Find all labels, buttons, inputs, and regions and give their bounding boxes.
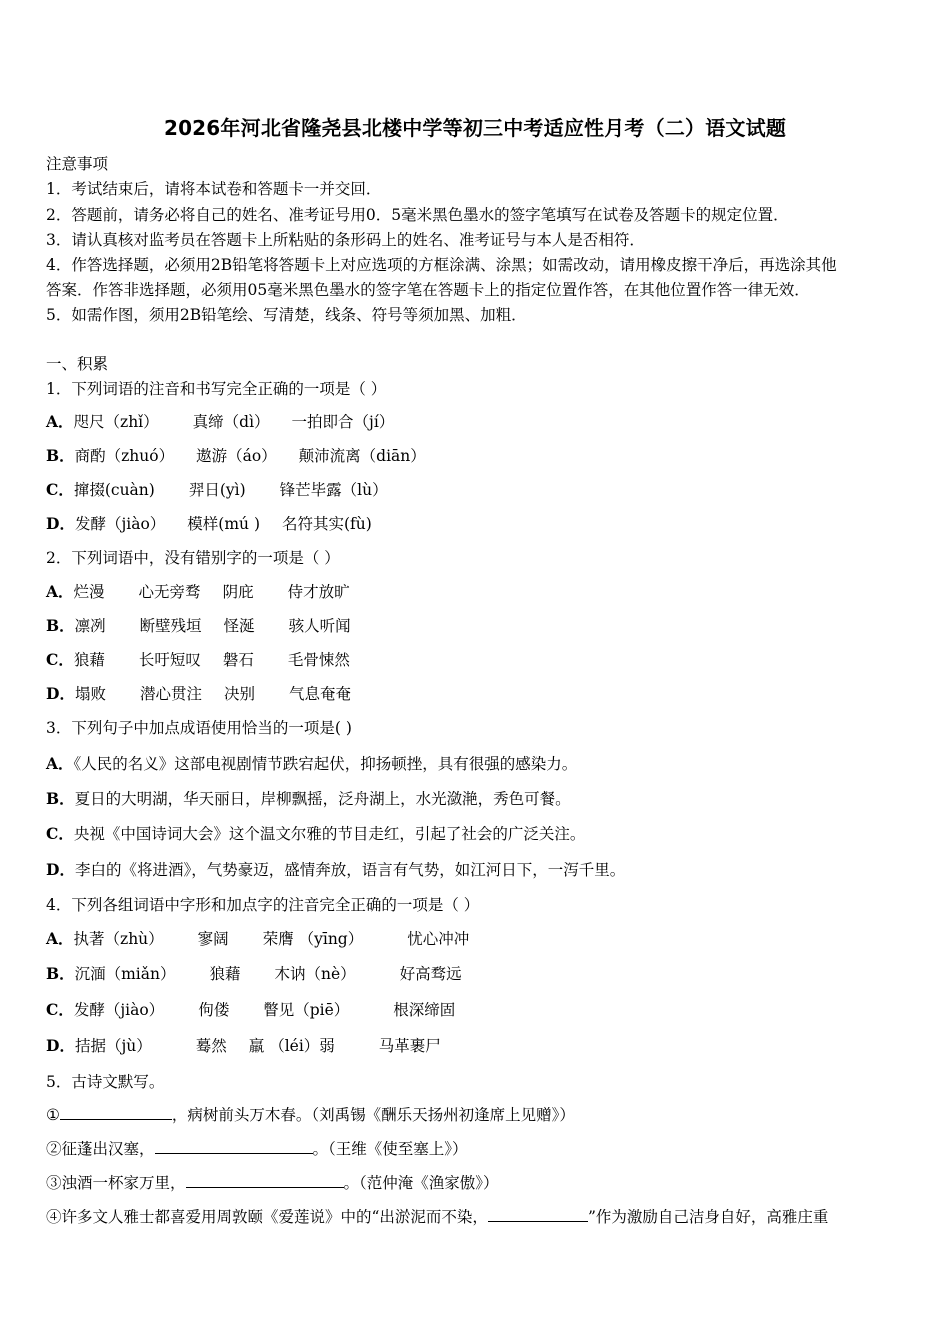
answer-blank[interactable] [60,1105,172,1120]
option-letter: B． [46,616,75,635]
option-term: 怪涎 [223,617,255,635]
section-heading: 一、积累 [46,355,109,373]
option-term: 佝偻 [198,1001,230,1019]
question-2-option-d [46,682,351,704]
option-term: 根深缔固 [393,1001,456,1019]
option-term: 蓦然 [195,1037,227,1055]
question-3-option-a [46,752,577,774]
question-4-stem: 4．下列各组词语中字形和加点字的注音完全正确的一项是（ ） [46,896,480,914]
option-term: 撺掇(cuàn) [73,481,155,499]
option-letter: B． [46,446,75,465]
option-letter: A． [46,412,74,431]
option-term: 长吁短叹 [138,651,201,669]
question-3-option-c [46,822,585,844]
question-3-stem: 3．下列句子中加点成语使用恰当的一项是( ) [46,719,352,737]
dictation-prefix: ① [46,1106,60,1124]
option-term: 马革裹尸 [378,1037,441,1055]
option-letter: A． [46,929,74,948]
option-term: 羸 （léi）弱 [248,1037,335,1055]
option-term: 发酵（jiào） [74,515,166,533]
question-1-option-d [46,512,372,534]
option-letter: D． [46,1036,75,1055]
option-term: 好高骛远 [399,965,462,983]
option-term: 咫尺（zhǐ） [73,413,159,431]
dictation-suffix: ”作为激励自己洁身自好，高雅庄重 [587,1208,829,1226]
dictation-line-1 [46,1103,575,1125]
dictation-line-4 [46,1205,828,1227]
option-term: 塌败 [74,685,106,703]
dictation-prefix: ③浊酒一杯家万里， [46,1174,186,1192]
option-term: 磐石 [222,651,254,669]
dictation-prefix: ④许多文人雅士都喜爱用周敦颐《爱莲说》中的“出淤泥而不染， [46,1208,488,1226]
option-text: 夏日的大明湖，华天丽日，岸柳飘摇，泛舟湖上，水光潋滟，秀色可餐。 [74,790,571,808]
option-term: 模样(mú ) [187,515,260,533]
option-term: 气息奄奄 [289,685,352,703]
option-term: 执著（zhù） [73,930,164,948]
page-title: 2026年河北省隆尧县北楼中学等初三中考适应性月考（二）语文试题 [163,116,787,140]
option-term: 心无旁骛 [138,583,201,601]
option-term: 商酌（zhuó） [74,447,175,465]
dictation-line-2 [46,1137,468,1159]
option-term: 断壁残垣 [139,617,202,635]
dictation-line-3 [46,1171,499,1193]
option-term: 名符其实(fù) [282,515,372,533]
option-term: 羿日(yì) [188,481,246,499]
option-term: 狼藉 [209,965,241,983]
option-text: 李白的《将进酒》，气势豪迈，盛情奔放，语言有气势，如江河日下，一泻千里。 [74,861,626,879]
question-1-option-a [46,410,394,432]
option-term: 锋芒毕露（lù） [279,481,388,499]
option-letter: B． [46,789,75,808]
dictation-suffix: 。（王维《使至塞上》） [312,1140,468,1158]
option-text: 《人民的名义》这部电视剧情节跌宕起伏，抑扬顿挫，具有很强的感染力。 [73,755,578,773]
question-2-option-a [46,580,350,602]
question-1-option-b [46,444,426,466]
option-term: 瞥见（piē） [263,1001,350,1019]
question-3-option-d [46,858,625,880]
option-term: 沉湎（miǎn） [74,965,176,983]
notice-item: 2．答题前，请务必将自己的姓名、准考证号用0．5毫米黑色墨水的签字笔填写在试卷及答题卡的规定位置． [46,206,789,224]
dictation-suffix: 。（范仲淹《渔家傲》） [343,1174,499,1192]
answer-blank[interactable] [186,1173,344,1188]
option-term: 发酵（jiào） [73,1001,165,1019]
option-term: 潜心贯注 [139,685,202,703]
option-term: 木讷（nè） [274,965,356,983]
question-2-option-c [46,648,350,670]
option-letter: A． [46,582,74,601]
question-4-option-a [46,927,469,949]
option-term: 毛骨悚然 [287,651,350,669]
notice-item: 3．请认真核对监考员在答题卡上所粘贴的条形码上的姓名、准考证号与本人是否相符． [46,231,645,249]
dictation-suffix: ，病树前头万木春。（刘禹锡《酬乐天扬州初逢席上见赠》） [171,1106,575,1124]
option-term: 荣膺 （yīng） [262,930,364,948]
option-letter: B． [46,964,75,983]
option-term: 拮据（jù） [74,1037,152,1055]
option-term: 狼藉 [73,651,105,669]
option-term: 一拍即合（jí） [291,413,395,431]
notice-item: 答案．作答非选择题，必须用05毫米黑色墨水的签字笔在答题卡上的指定位置作答，在其他位置作答一律无效． [46,281,810,299]
option-letter: D． [46,684,75,703]
question-4-option-d [46,1034,441,1056]
option-term: 真缔（dì） [192,413,270,431]
option-term: 骇人听闻 [288,617,351,635]
question-5-stem: 5．古诗文默写。 [46,1073,165,1091]
question-1-stem: 1．下列词语的注音和书写完全正确的一项是（ ） [46,380,387,398]
option-term: 凛冽 [74,617,106,635]
notice-item: 1．考试结束后，请将本试卷和答题卡一并交回． [46,180,382,198]
option-letter: D． [46,514,75,533]
option-term: 忧心冲冲 [407,930,470,948]
option-term: 决别 [223,685,255,703]
answer-blank[interactable] [155,1139,313,1154]
option-letter: C． [46,824,74,843]
question-3-option-b [46,787,571,809]
option-letter: C． [46,480,74,499]
option-term: 阴庇 [222,583,254,601]
option-term: 侍才放旷 [287,583,350,601]
question-4-option-c [46,998,455,1020]
option-text: 央视《中国诗词大会》这个温文尔雅的节目走红，引起了社会的广泛关注。 [73,825,586,843]
question-1-option-c [46,478,388,500]
option-term: 遨游（áo） [196,447,277,465]
notice-item: 4．作答选择题，必须用2B铅笔将答题卡上对应选项的方框涂满、涂黑；如需改动，请用橡皮擦干净后，再选涂其他 [46,256,837,274]
question-2-option-b [46,614,351,636]
option-term: 颠沛流离（diān） [298,447,426,465]
notice-heading: 注意事项 [46,155,109,173]
option-letter: C． [46,650,74,669]
option-letter: A． [46,754,74,773]
option-term: 寥阔 [197,930,229,948]
question-4-option-b [46,962,462,984]
option-letter: D． [46,860,75,879]
answer-blank[interactable] [488,1207,588,1222]
question-2-stem: 2．下列词语中，没有错别字的一项是（ ） [46,549,340,567]
notice-item: 5．如需作图，须用2B铅笔绘、写清楚，线条、符号等须加黑、加粗． [46,306,527,324]
option-letter: C． [46,1000,74,1019]
option-term: 烂漫 [73,583,105,601]
dictation-prefix: ②征蓬出汉塞， [46,1140,155,1158]
